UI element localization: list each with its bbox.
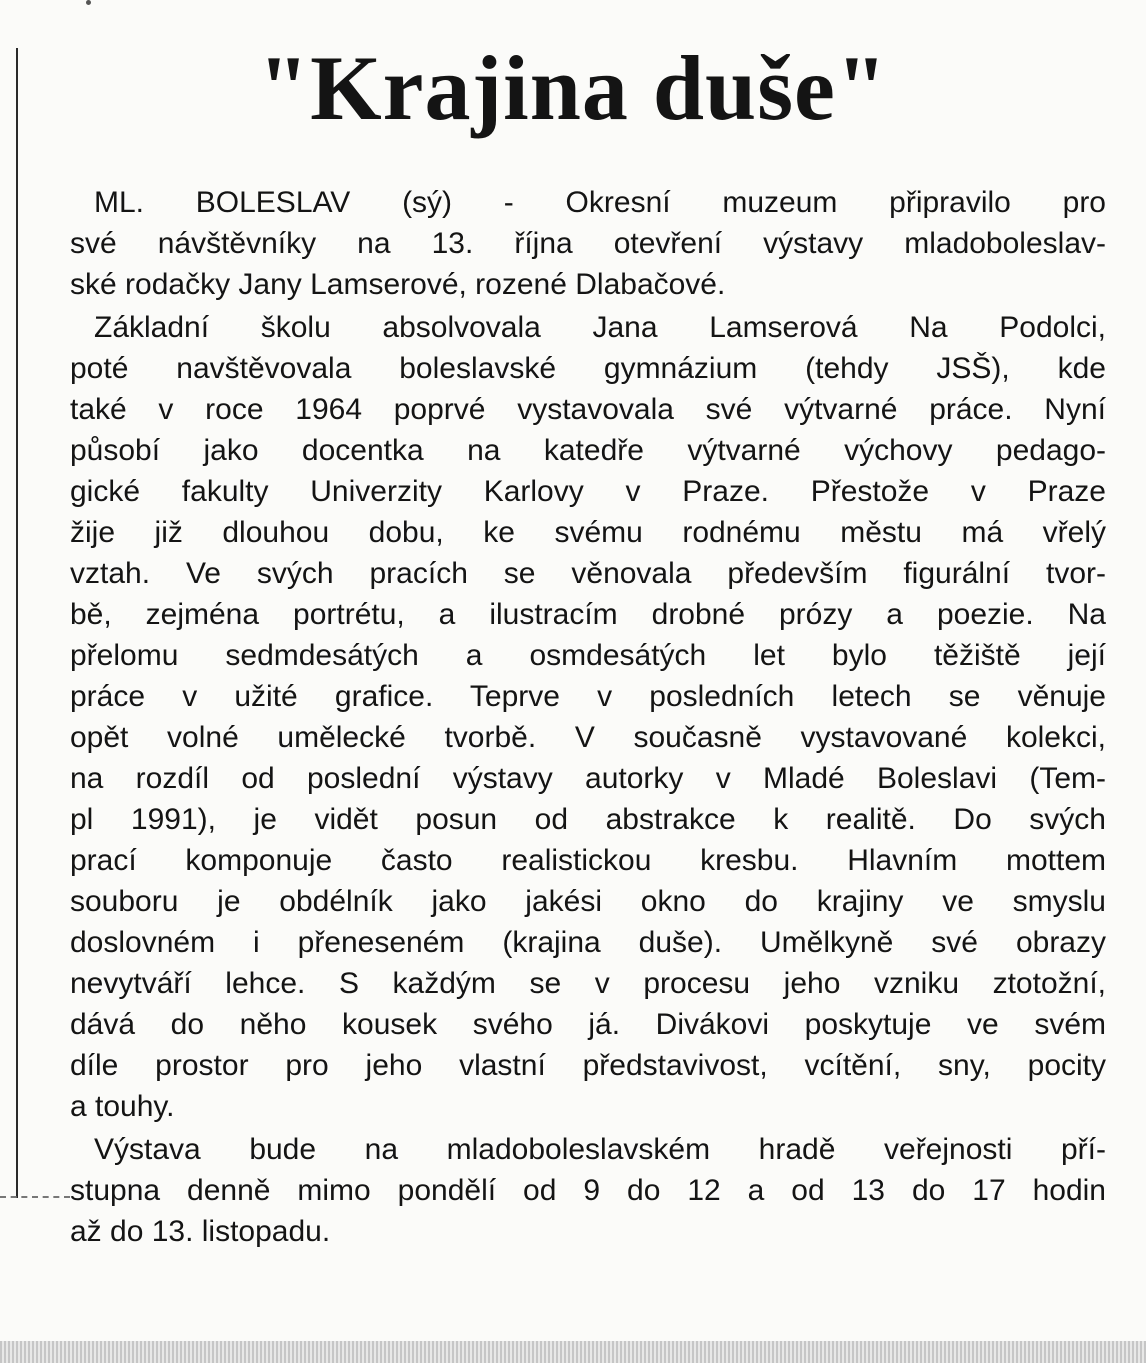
text-line: prací komponuje často realistickou kresbu. Hlavním mottem — [70, 844, 1106, 877]
paragraph-main — [70, 307, 1106, 1127]
text-line: působí jako docentka na katedře výtvarné výchovy pedago- — [70, 434, 1106, 467]
text-line: díle prostor pro jeho vlastní představivost, vcítění, sny, pocity — [70, 1049, 1106, 1082]
text-line: nevytváří lehce. S každým se v procesu jeho vzniku ztotožní, — [70, 967, 1106, 1000]
column-rule — [16, 48, 18, 1198]
text-line: bě, zejména portrétu, a ilustracím drobné prózy a poezie. Na — [70, 598, 1106, 631]
text-line: žije již dlouhou dobu, ke svému rodnému městu má vřelý — [70, 516, 1106, 549]
text-line: poté navštěvovala boleslavské gymnázium (tehdy JSŠ), kde — [70, 352, 1106, 385]
text-line: doslovném i přeneseném (krajina duše). Umělkyně své obrazy — [70, 926, 1106, 959]
text-line: ské rodačky Jany Lamserové, rozené Dlabačové. — [70, 268, 726, 301]
article-headline: "Krajina duše" — [258, 37, 888, 139]
text-line: až do 13. listopadu. — [70, 1215, 331, 1248]
paragraph-intro — [70, 182, 1106, 305]
text-line: ML. BOLESLAV (sý) - Okresní muzeum připravilo pro — [94, 186, 1106, 219]
text-line: Základní školu absolvovala Jana Lamserová Na Podolci, — [94, 311, 1106, 344]
text-line: a touhy. — [70, 1090, 175, 1123]
scan-edge — [0, 1341, 1146, 1363]
text-line: opět volné umělecké tvorbě. V současně vystavované kolekci, — [70, 721, 1106, 754]
cut-mark — [0, 1196, 70, 1198]
text-line: pl 1991), je vidět posun od abstrakce k realitě. Do svých — [70, 803, 1106, 836]
text-line: gické fakulty Univerzity Karlovy v Praze. Přestože v Praze — [70, 475, 1106, 508]
paragraph-exhibition-info — [70, 1129, 1106, 1252]
text-line: dává do něho kousek svého já. Divákovi poskytuje ve svém — [70, 1008, 1106, 1041]
text-line: souboru je obdélník jako jakési okno do krajiny ve smyslu — [70, 885, 1106, 918]
scan-speck — [86, 0, 91, 5]
text-line: své návštěvníky na 13. října otevření výstavy mladoboleslav- — [70, 227, 1106, 260]
text-line: přelomu sedmdesátých a osmdesátých let bylo těžiště její — [70, 639, 1106, 672]
article-body — [70, 182, 1106, 1252]
text-line: práce v užité grafice. Teprve v posledních letech se věnuje — [70, 680, 1106, 713]
text-line: Výstava bude na mladoboleslavském hradě veřejnosti pří- — [94, 1133, 1106, 1166]
text-line: stupna denně mimo pondělí od 9 do 12 a od 13 do 17 hodin — [70, 1174, 1106, 1207]
text-line: na rozdíl od poslední výstavy autorky v Mladé Boleslavi (Tem- — [70, 762, 1106, 795]
text-line: vztah. Ve svých pracích se věnovala především figurální tvor- — [70, 557, 1106, 590]
text-line: také v roce 1964 poprvé vystavovala své výtvarné práce. Nyní — [70, 393, 1106, 426]
